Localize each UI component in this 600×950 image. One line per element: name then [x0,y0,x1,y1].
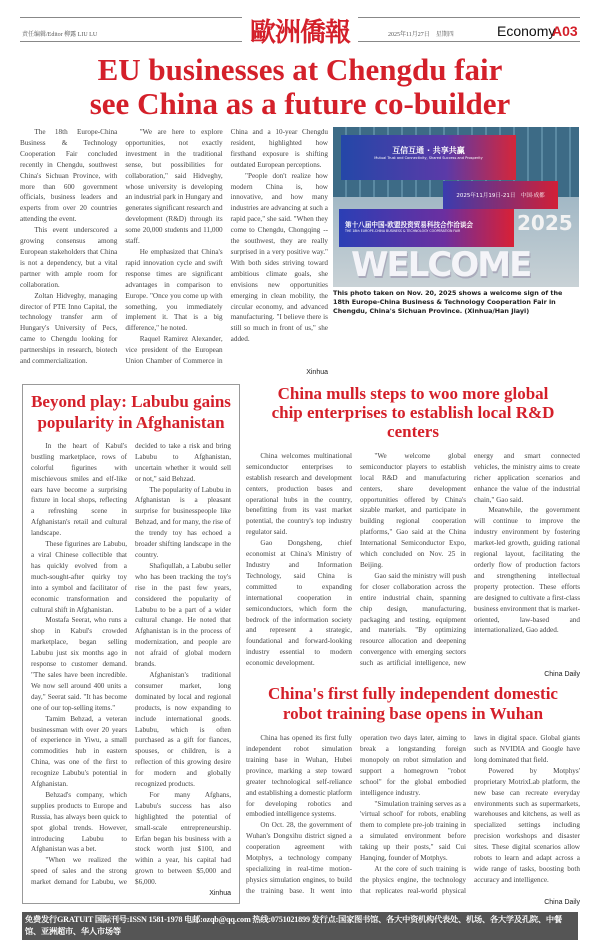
rule [358,17,580,18]
banner-date [443,181,558,209]
paragraph: The 18th Europe-China Business & Technology Cooperation Fair concluded recently in Chengdu, southwest China's Sichuan Province, with more than 600 government officials, business leaders and experts from over 20 countries attending the event. [20,128,118,224]
robot-credit: China Daily [544,898,580,906]
photo-caption: This photo taken on Nov. 20, 2025 shows a welcome sign of the 18th Europe-China Business & Technology Cooperation Fair in Chengdu, China's Sichuan Province. (Xinhua/Han Jiayi) [333,289,563,315]
lead-credit: Xinhua [306,368,328,376]
paragraph: The popularity of Labubu in Afghanistan is a pleasant surprise for businesspeople like Behzad, and for many, the rise of the trendy toy has echoed a broader shifting landscape in the country. [135,485,231,559]
labubu-article-body [31,441,231,888]
editor-credit: 责任编辑/Editor 柳露 LIU LU [22,32,98,38]
paragraph: Mostafa Seerat, who runs a shop in Kabul's crowded marketplace, began selling Labubu just six months ago in response to customer demand. "The sales have been incredible. We now sell around 400 units a day," Seerat said. "It has become one of our top-selling items." [31,616,127,712]
chips-credit: China Daily [544,671,580,679]
lead-headline[interactable] [20,53,580,121]
page-number: A03 [552,23,578,39]
fair-name-cn: 第十八届中国-欧盟投资贸易科技合作洽谈会 [345,221,474,229]
labubu-headline[interactable] [31,391,231,433]
paragraph: For many Afghans, Labubu's success has also highlighted the potential of small-scale entrepreneurship. Erfan began his business with a stock worth just $100, and within a year, his capital had grown to between $5,000 and $6,000. [135,790,231,887]
section-name: Economy [497,23,556,39]
lead-article-body [20,127,328,367]
lower-section [22,384,580,906]
paragraph: Gao Dongsheng, chief economist at China's Ministry of Industry and Information Technology, said China is committed to expanding international cooperation in semiconductors, which form the bedrock of the information society and represent a strategic, foundational and forward-looking industry essential to modern economic development. [246,539,352,668]
issue-date: 2025年11月27日 星期四 [388,32,454,38]
labubu-credit: Xinhua [209,890,231,898]
lead-photo-block [333,127,580,316]
paragraph: At the core of such training is the physics engine, the technology that replicates real-world physical laws in digital space. Global giants such as NVIDIA and Google have long dominated that field. [360,734,580,895]
paragraph: "When we realized the speed of sales and the strong market demand for Labubu, we decided to take a risk and bring Labubu to Afghanistan, uncertain whether it would sell or not," said Behzad. [31,441,231,887]
paragraph: Zoltan Hidveghy, managing director of PTE Inno Capital, the technology transfer arm of Hungary's University of Pecs, came to Chengdu looking for partnerships in research, biotech and commercialization. [20,291,118,366]
headline-line: robot training base opens in Wuhan [282,703,544,723]
banner-top [341,135,516,180]
banner-slogan-cn: 互信互通 · 共享共赢 [392,146,465,155]
headline-line: China's first fully independent domestic [268,684,558,704]
lead-text [20,127,328,376]
paragraph: Behzad's company, which supplies products to Europe and Russia, has always been quick to spot global trends. However, introducing Labubu to Afghanistan was a bet. [31,790,127,854]
rule [20,41,242,42]
paragraph: "We welcome global semiconductor players to establish local R&D and manufacturing centers, share development opportunities offered by China's sizable market, and participate in building regional cooperation platforms," Gao said at the China International Semiconductor Expo, which concluded on Nov. 25 in Beijing. [360,451,466,569]
masthead [0,0,600,50]
chips-headline[interactable] [246,384,580,441]
labubu-article [22,384,240,904]
welcome-letters: WELCOME [351,245,531,285]
paragraph: Raquel Ramirez Alexander, vice president of the European Union Chamber of Commerce in China and a 10-year Chengdu resident, highlighted how firsthand exposure is shifting outdated European perceptions. [125,128,328,366]
paragraph: "People don't realize how modern China is, how innovative, and how many industries are advancing at such a rapid pace," she said. "When they come to Chengdu, Chongqing -- the southwest, they are really surprised in a very positive way." With both sides striving toward ambitious climate goals, she envisions new opportunities emerging in clean mobility, the circular economy, and advanced manufacturing. "I believe there is still so much in front of us," she added. [230,171,328,344]
chips-article-body [246,451,580,669]
paragraph: China has opened its first fully independent robot simulation training base in Wuhan, Hubei province, marking a step toward greater technological self-reliance and establishing a domestic platform for developing robotics and embodied intelligence systems. [246,734,352,819]
paragraph: These figurines are Labubu, a viral Chinese collectible that has quickly evolved from a much-sought-after quirky toy into a symbol and facilitator of economic transformation and cultural shift in Afghanistan. [31,540,127,614]
headline-line: popularity in Afghanistan [37,412,225,432]
rule [358,41,580,42]
paragraph: He emphasized that China's rapid innovation cycle and swift response times are significant advantages in comparison to Europe. "Once you come up with something, you immediately implement it. That is a big difference," he noted. [125,247,223,333]
year-sign: 2025 [517,211,573,235]
paragraph: Gao said the ministry will push for closer collaboration across the entire industrial chain, spanning chip design, manufacturing, packaging and testing, equipment and materials. "By optimizing resource allocation and deepening convergence with emerging sectors such as artificial intelligence, new energy and smart connected vehicles, the ministry aims to create richer application scenarios and enhance the value of the industrial chain," Gao said. [360,451,580,668]
distribution-footer: 免费发行GRATUIT 国际刊号:ISSN 1581-1978 电邮:ozqb@qq.com 热线:0751021899 发行点:国家图书馆、各大中资机构代表处、机场、各大学及孔院、中餐馆、亚洲超市、华人市场等 [22,912,578,940]
paragraph: China welcomes multinational semiconductor enterprises to establish research and development centers, production bases and operational hubs in the country, benefitting from its vast market potential, the country's top industry regulator said. [246,451,352,537]
paragraph: "Simulation training serves as a 'virtual school' for robots, enabling them to complete pre-job training in a simulated environment before taking up their posts," said Cui Hanqing, founder of Motphys. [360,799,466,863]
paragraph: "We are here to explore opportunities, not exactly investment in the traditional sense, but possibilities for collaboration," said Hidveghy, whose university is developing an industrial park in Hungary and generates significant research and development (R&D) through its some 20,000 students and 11,000 staff. [125,128,223,246]
rule [20,17,242,18]
paragraph: Tamim Behzad, a veteran businessman with over 20 years of experience in Yiwu, a small commodities hub in eastern China, was one of the first to recognize Labubu's potential in Afghanistan. [31,714,127,789]
paragraph: Afghanistan's traditional consumer market, long dominated by local and regional products, is now expanding to include international goods. Labubu, which is often purchased as a gift for fiances, spouses, or children, is a reflection of this growing desire for modern and globally recognized products. [135,670,231,789]
robot-article-body [246,733,580,897]
headline-line: China mulls steps to woo more global [277,383,549,403]
newspaper-logo: 歐洲僑報 [250,18,351,48]
paragraph: In the heart of Kabul's bustling marketplace, rows of colorful figurines with mischievous smiles and elf-like ears have become a surprising fixture in local shops, reflecting a refreshing scene in Afghanistan's retail and cultural landscape. [31,441,127,538]
paragraph: Shafiqullah, a Labubu seller who has been tracking the toy's rise in the past few years, considered the popularity of Labubu to be a part of a wider cultural change. He noted that Afghanistan is in the process of modernization, and people are not afraid of global modern brands. [135,561,231,669]
headline-line: EU businesses at Chengdu fair [97,52,503,87]
banner-date-text: 2025年11月19日-21日 中国·成都 [456,193,545,199]
lead-photo [333,127,579,287]
paragraph: Powered by Motphys' proprietary MotrixLab platform, the new base can recreate everyday environments such as supermarkets, warehouses and kitchens, as well as specialized settings including precision workshops and disaster sites. These digital scenarios allow robots to learn and adapt across a wide range of tasks, boosting both accuracy and intelligence. [474,766,580,884]
headline-line: chip enterprises to establish local R&D centers [271,402,555,441]
robot-headline[interactable] [246,684,580,723]
right-column [246,384,580,906]
fair-name-en: THE 18th EUROPE-CHINA BUSINESS & TECHNOLOGY COOPERATION FAIR [345,229,461,233]
paragraph: On Oct. 28, the government of Wuhan's Dongxihu district signed a cooperation agreement with Motphys, a technology company specializing in real-time motion-physics simulation engines, to build the training base. It went into operation two days later, aiming to break a longstanding foreign monopoly on robot simulation and support a homegrown "robot school" for the global embodied intelligence industry. [246,734,466,895]
banner-slogan-en: Mutual Trust and Connectivity, Shared Success and Prosperity [374,156,483,160]
banner-fair [339,209,514,247]
paragraph: Meanwhile, the government will continue to improve the industry environment by fostering market-led growth, guiding rational regional layout, facilitating the orderly flow of production factors and strengthening intellectual property protection. These efforts are designed to cultivate a first-class business environment that is market-oriented, law-based and internationalized, Gao added. [474,506,580,635]
headline-line: see China as a future co-builder [89,86,511,121]
lead-section [20,127,580,376]
headline-line: Beyond play: Labubu gains [31,391,231,411]
paragraph: This event underscored a growing consensus among European stakeholders that China is not a dependency, but a vital partner with ample room for collaboration. [20,226,118,289]
